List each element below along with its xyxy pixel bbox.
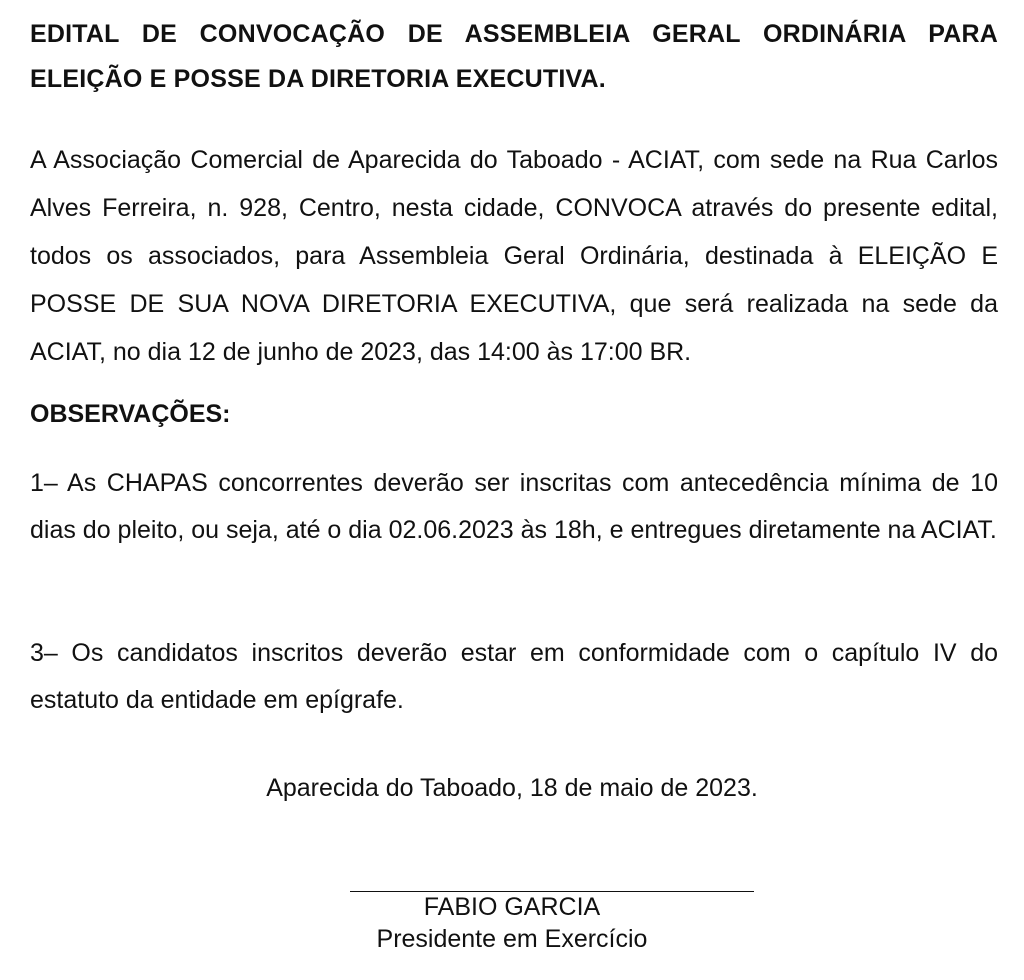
document-title: EDITAL DE CONVOCAÇÃO DE ASSEMBLEIA GERAL ORDINÁRIA PARA ELEIÇÃO E POSSE DA DIRETORIA EXECUTIVA.: [30, 20, 998, 93]
intro-paragraph: A Associação Comercial de Aparecida do Taboado - ACIAT, com sede na Rua Carlos Alves Ferreira, n. 928, Centro, nesta cidade, CONVOCA através do presente edital, todos os associados, para Assembleia Geral Ordinária, destinada à ELEIÇÃO E POSSE DE SUA NOVA DIRETORIA EXECUTIVA, que será realizada na sede da ACIAT, no dia 12 de junho de 2023, das 14:00 às 17:00 BR.: [30, 146, 998, 366]
signatory-role: Presidente em Exercício: [376, 925, 648, 953]
observations-heading: OBSERVAÇÕES:: [30, 400, 231, 428]
observation-item-1: 1– As CHAPAS concorrentes deverão ser inscritas com antecedência mínima de 10 dias do pleito, ou seja, até o dia 02.06.2023 às 18h, e entregues diretamente na ACIAT.: [30, 469, 998, 544]
observation-item-3: 3– Os candidatos inscritos deverão estar em conformidade com o capítulo IV do estatuto da entidade em epígrafe.: [30, 639, 998, 714]
signatory-name: FABIO GARCIA: [423, 893, 601, 921]
place-and-date: Aparecida do Taboado, 18 de maio de 2023.: [266, 774, 758, 802]
